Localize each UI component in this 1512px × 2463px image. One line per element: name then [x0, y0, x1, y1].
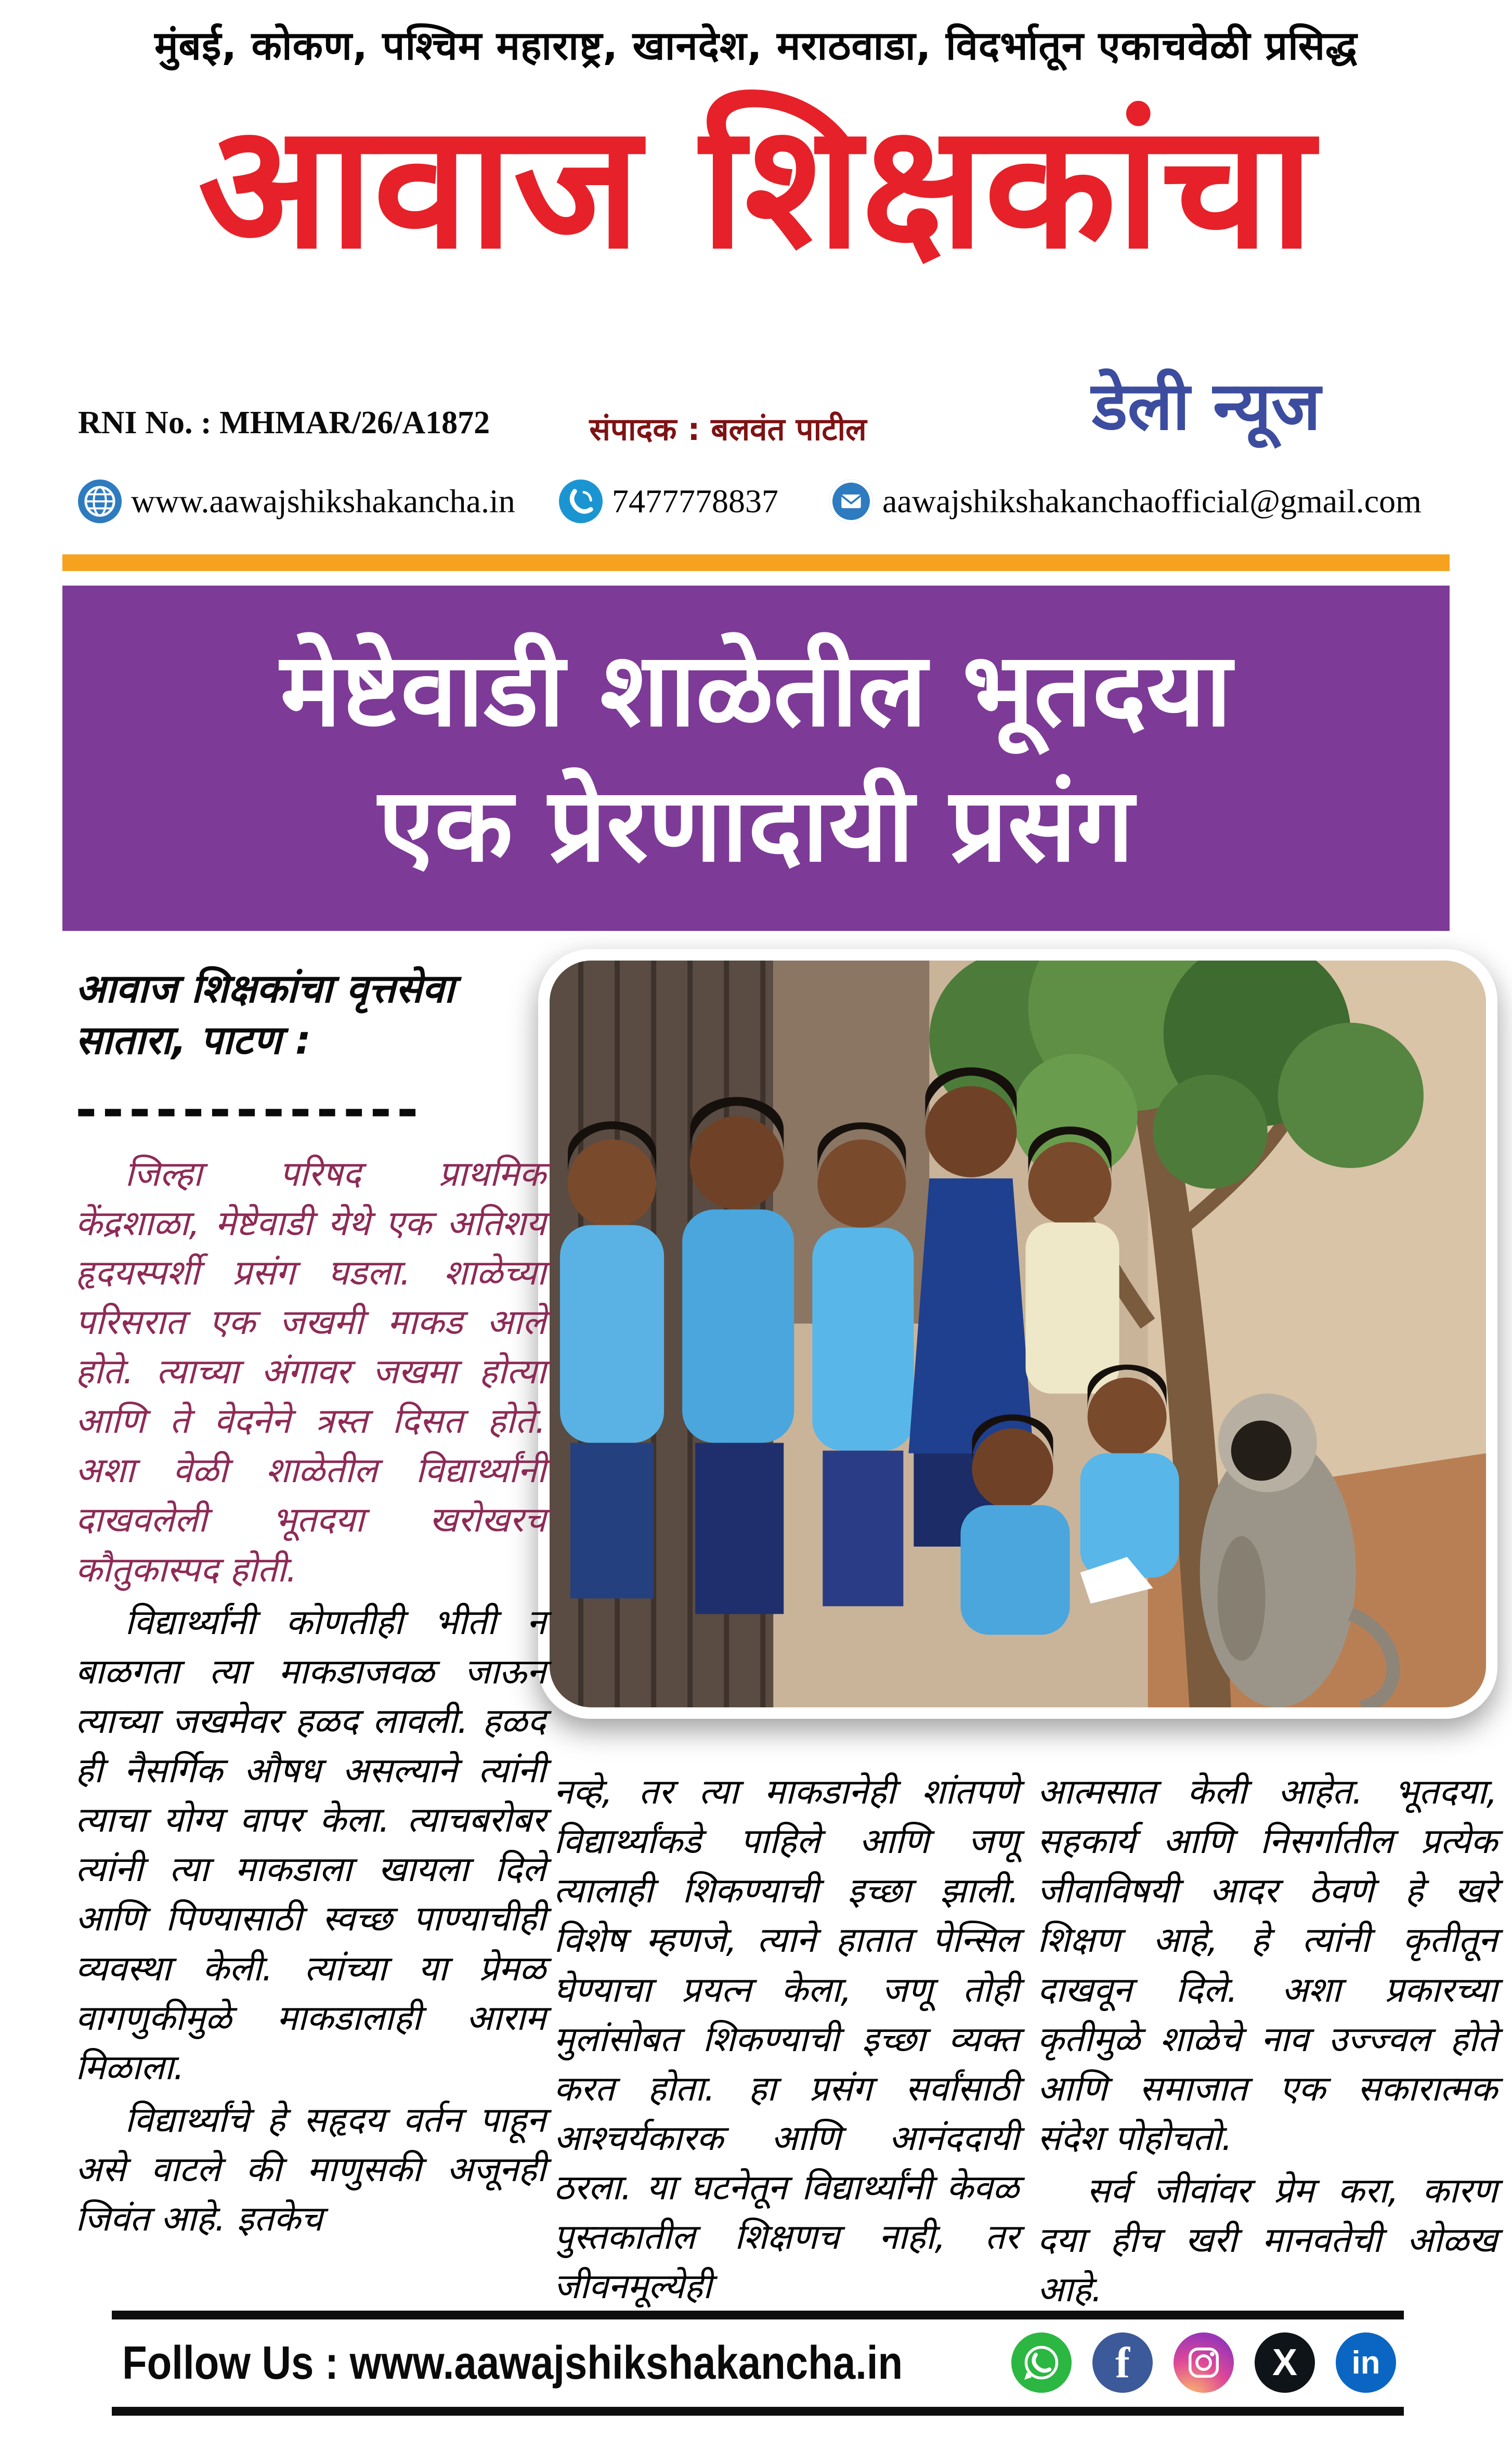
footer-rule-top — [112, 2311, 1404, 2319]
phone-link[interactable] — [559, 479, 778, 523]
globe-icon — [78, 479, 122, 523]
article-photo-image — [550, 961, 1486, 1707]
article-column-3 — [1037, 1767, 1497, 2314]
footer-bar — [122, 2326, 1396, 2400]
editor-name: संपादक : बलवंत पाटील — [589, 411, 867, 448]
social-icons — [1011, 2332, 1396, 2393]
top-tagline: मुंबई, कोकण, पश्चिम महाराष्ट्र, खानदेश, मराठवाडा, विदर्भातून एकाचवेळी प्रसिद्ध — [154, 22, 1358, 69]
article-para-4: नव्हे, तर त्या माकडानेही शांतपणे विद्यार्थ्यांकडे पाहिले आणि जणू त्यालाही शिकण्याची इच्छा झाली. विशेष म्हणजे, त्याने हातात पेन्सिल घेण्याचा प्रयत्न केला, जणू तोही मुलांसोबत शिकण्याची इच्छा व्यक्त करत होता. हा प्रसंग सर्वांसाठी आश्चर्यकारक आणि आनंददायी ठरला. या घटनेतून विद्यार्थ्यांनी केवळ पुस्तकातील शिक्षणच नाही, तर जीवनमूल्येही — [554, 1771, 1019, 2307]
website-text: www.aawajshikshakancha.in — [131, 483, 515, 520]
byline-place: सातारा, पाटण : — [75, 1016, 311, 1063]
headline-line2: एक प्रेरणादायी प्रसंग — [378, 766, 1134, 885]
edition-label: डेली न्यूज — [1092, 368, 1321, 445]
article-para-2: विद्यार्थ्यांनी कोणतीही भीती न बाळगता त्या माकडाजवळ जाऊन त्याच्या जखमेवर हळद लावली. हळद ही नैसर्गिक औषध असल्याने त्यांनी त्याचा योग्य वापर केला. त्याचबरोबर त्यांनी त्या माकडाला खायला दिले आणि पिण्यासाठी स्वच्छ पाण्याचीही व्यवस्था केली. त्यांच्या या प्रेमळ वागणुकीमुळे माकडालाही आराम मिळाला. — [75, 1601, 546, 2088]
x-icon[interactable] — [1255, 2332, 1315, 2393]
footer-rule-bottom — [112, 2407, 1404, 2416]
article-column-1 — [75, 963, 546, 2244]
instagram-icon[interactable] — [1174, 2332, 1234, 2393]
article-para-3: विद्यार्थ्यांचे हे सहृदय वर्तन पाहून असे वाटले की माणुसकी अजूनही जिवंत आहे. इतकेच — [75, 2099, 546, 2239]
article-para-lead: जिल्हा परिषद प्राथमिक केंद्रशाळा, मेष्टेवाडी येथे एक अतिशय हृदयस्पर्शी प्रसंग घडला. शाळेच्या परिसरात एक जखमी माकड आले होते. त्याच्या अंगावर जखमा होत्या आणि ते वेदनेने त्रस्त दिसत होते. अशा वेळी शाळेतील विद्यार्थ्यांनी दाखवलेली भूतदया खरोखरच कौतुकास्पद होती. — [75, 1153, 546, 1590]
x-glyph: X — [1272, 2342, 1298, 2383]
whatsapp-icon[interactable] — [1011, 2332, 1072, 2393]
facebook-glyph: f — [1115, 2338, 1130, 2387]
website-link[interactable] — [78, 479, 515, 523]
phone-icon — [559, 479, 603, 523]
orange-divider — [62, 554, 1450, 571]
byline-agency: आवाज शिक्षकांचा वृत्तसेवा — [75, 965, 454, 1012]
email-link[interactable] — [829, 479, 1422, 523]
email-text: aawajshikshakanchaofficial@gmail.com — [882, 483, 1422, 520]
masthead-title: आवाज शिक्षकांचा — [198, 87, 1314, 287]
article-para-5: आत्मसात केली आहेत. भूतदया, सहकार्य आणि निसर्गातील प्रत्येक जीवाविषयी आदर ठेवणे हे खरे शिक्षण आहे, हे त्यांनी कृतीतून दाखवून दिले. अशा प्रकारच्या कृतीमुळे शाळेचे नाव उज्ज्वल होते आणि समाजात एक सकारात्मक संदेश पोहोचतो. — [1037, 1771, 1497, 2158]
article-photo — [538, 949, 1497, 1719]
rni-number: RNI No. : MHMAR/26/A1872 — [78, 405, 490, 440]
article-para-6: सर्व जीवांवर प्रेम करा, कारण दया हीच खरी मानवतेची ओळख आहे. — [1037, 2170, 1497, 2310]
facebook-icon[interactable] — [1092, 2332, 1153, 2393]
email-icon — [829, 479, 873, 523]
follow-us-label[interactable]: Follow Us : www.aawajshikshakancha.in — [122, 2336, 903, 2389]
headline-line1: मेष्टेवाडी शाळेतील भूतदया — [280, 631, 1232, 750]
article-column-2 — [554, 1767, 1019, 2311]
phone-text: 7477778837 — [612, 483, 778, 520]
byline-divider: ------------- — [75, 1083, 424, 1136]
headline-banner — [62, 586, 1450, 931]
linkedin-icon[interactable] — [1336, 2332, 1396, 2393]
linkedin-glyph: in — [1351, 2344, 1380, 2381]
